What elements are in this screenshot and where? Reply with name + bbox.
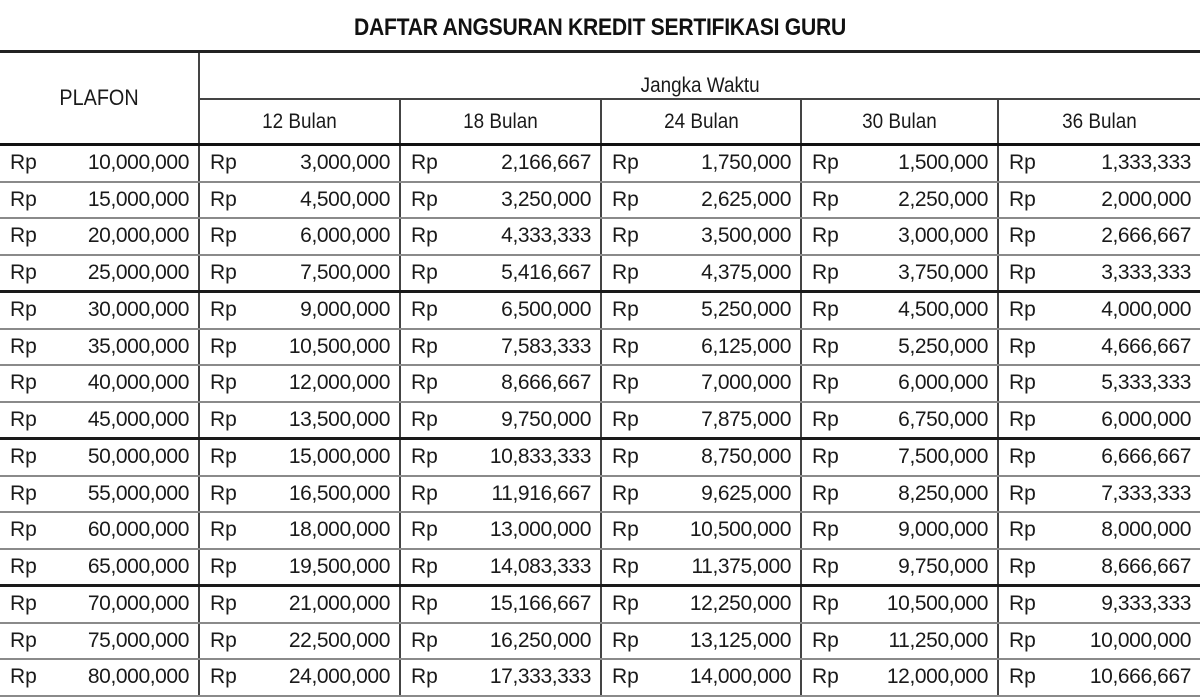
currency-label: Rp [612,298,639,322]
currency-label: Rp [411,592,438,616]
installment-cell [400,586,601,623]
installment-cell [199,182,400,219]
amount-value: 24,000,000 [288,665,390,689]
table-row [0,586,1200,623]
plafon-cell [0,659,199,696]
term-group-header: Jangka Waktu [199,52,1200,100]
currency-label: Rp [1009,628,1036,652]
amount-value: 9,750,000 [898,554,988,578]
plafon-cell [0,402,199,439]
amount-value: 2,000,000 [1101,187,1192,211]
installment-cell [400,402,601,439]
installment-cell [998,623,1200,660]
installment-cell [801,292,998,329]
currency-label: Rp [1009,445,1036,469]
installment-cell [801,659,998,696]
currency-label: Rp [812,187,839,211]
installment-cell [801,255,998,292]
installment-cell [998,218,1200,255]
currency-label: Rp [10,518,37,542]
installment-cell [199,402,400,439]
installment-cell [998,402,1200,439]
installment-cell [199,255,400,292]
table-row [0,329,1200,366]
amount-value: 15,000,000 [87,187,189,211]
currency-label: Rp [612,518,639,542]
installment-cell [601,145,801,182]
currency-label: Rp [411,665,438,689]
installment-cell [998,292,1200,329]
amount-value: 9,333,333 [1101,592,1192,616]
currency-label: Rp [411,554,438,578]
currency-label: Rp [812,334,839,358]
term-header-30: 30 Bulan [801,99,998,145]
plafon-cell [0,549,199,586]
installment-cell [801,549,998,586]
installment-cell [199,512,400,549]
installment-cell [998,255,1200,292]
amount-value: 7,500,000 [300,260,390,284]
currency-label: Rp [210,298,237,322]
plafon-cell [0,218,199,255]
currency-label: Rp [411,260,438,284]
currency-label: Rp [411,481,438,505]
currency-label: Rp [411,298,438,322]
installment-cell [199,218,400,255]
currency-label: Rp [411,407,438,431]
installment-cell [998,476,1200,513]
installment-cell [801,476,998,513]
currency-label: Rp [411,371,438,395]
installment-cell [801,512,998,549]
installment-cell [601,439,801,476]
amount-value: 16,500,000 [288,481,390,505]
currency-label: Rp [210,592,237,616]
plafon-cell [0,292,199,329]
plafon-header: PLAFON [0,52,199,145]
table-row [0,145,1200,182]
installment-cell [400,659,601,696]
amount-value: 75,000,000 [87,628,189,652]
plafon-cell [0,255,199,292]
amount-value: 8,000,000 [1101,518,1192,542]
term-header-36: 36 Bulan [998,99,1200,145]
installment-cell [601,182,801,219]
plafon-cell [0,145,199,182]
currency-label: Rp [210,445,237,469]
currency-label: Rp [812,151,839,175]
plafon-cell [0,586,199,623]
installment-cell [199,329,400,366]
plafon-cell [0,182,199,219]
amount-value: 2,625,000 [701,187,791,211]
amount-value: 6,750,000 [898,407,988,431]
installment-cell [199,365,400,402]
installment-table [0,50,1200,697]
amount-value: 40,000,000 [87,371,189,395]
installment-cell [400,145,601,182]
currency-label: Rp [210,407,237,431]
amount-value: 15,166,667 [489,592,591,616]
currency-label: Rp [812,445,839,469]
amount-value: 6,000,000 [898,371,988,395]
installment-cell [400,218,601,255]
currency-label: Rp [210,224,237,248]
installment-cell [801,402,998,439]
amount-value: 4,500,000 [300,187,390,211]
installment-cell [801,623,998,660]
currency-label: Rp [210,260,237,284]
currency-label: Rp [812,554,839,578]
amount-value: 13,500,000 [288,407,390,431]
amount-value: 9,000,000 [898,518,988,542]
installment-cell [400,512,601,549]
amount-value: 4,333,333 [501,224,591,248]
currency-label: Rp [612,334,639,358]
term-header-24: 24 Bulan [601,99,801,145]
currency-label: Rp [10,298,37,322]
installment-cell [601,255,801,292]
amount-value: 14,083,333 [489,554,591,578]
amount-value: 19,500,000 [288,554,390,578]
installment-cell [801,329,998,366]
installment-cell [998,512,1200,549]
installment-cell [801,218,998,255]
installment-cell [400,255,601,292]
currency-label: Rp [210,628,237,652]
currency-label: Rp [10,592,37,616]
amount-value: 70,000,000 [87,592,189,616]
amount-value: 8,666,667 [501,371,591,395]
currency-label: Rp [10,187,37,211]
currency-label: Rp [612,371,639,395]
table-row [0,512,1200,549]
currency-label: Rp [1009,665,1036,689]
currency-label: Rp [612,665,639,689]
currency-label: Rp [812,298,839,322]
amount-value: 4,666,667 [1101,334,1192,358]
plafon-cell [0,476,199,513]
table-row [0,182,1200,219]
amount-value: 3,000,000 [898,224,988,248]
table-row [0,476,1200,513]
amount-value: 3,000,000 [300,151,390,175]
amount-value: 7,875,000 [701,407,791,431]
installment-cell [998,549,1200,586]
amount-value: 5,250,000 [898,334,988,358]
installment-cell [801,365,998,402]
amount-value: 55,000,000 [87,481,189,505]
amount-value: 3,750,000 [898,260,988,284]
amount-value: 5,416,667 [501,260,591,284]
amount-value: 1,500,000 [898,151,988,175]
table-row [0,255,1200,292]
currency-label: Rp [411,334,438,358]
currency-label: Rp [812,592,839,616]
amount-value: 11,375,000 [691,554,791,578]
installment-cell [400,549,601,586]
amount-value: 3,500,000 [701,224,791,248]
currency-label: Rp [812,518,839,542]
installment-cell [998,659,1200,696]
amount-value: 25,000,000 [87,260,189,284]
currency-label: Rp [411,628,438,652]
currency-label: Rp [10,371,37,395]
amount-value: 3,333,333 [1101,260,1192,284]
table-row [0,218,1200,255]
installment-cell [400,476,601,513]
term-header-18: 18 Bulan [400,99,601,145]
currency-label: Rp [1009,260,1036,284]
currency-label: Rp [612,481,639,505]
amount-value: 80,000,000 [87,665,189,689]
amount-value: 3,250,000 [501,187,591,211]
installment-cell [601,623,801,660]
amount-value: 50,000,000 [87,445,189,469]
amount-value: 18,000,000 [288,518,390,542]
installment-cell [998,586,1200,623]
amount-value: 16,250,000 [489,628,591,652]
table-row [0,659,1200,696]
installment-cell [801,439,998,476]
currency-label: Rp [1009,151,1036,175]
amount-value: 12,000,000 [886,665,988,689]
currency-label: Rp [210,334,237,358]
table-row [0,439,1200,476]
installment-cell [601,549,801,586]
amount-value: 6,000,000 [1101,407,1192,431]
currency-label: Rp [1009,298,1036,322]
amount-value: 8,750,000 [701,445,791,469]
amount-value: 2,250,000 [898,187,988,211]
plafon-cell [0,623,199,660]
amount-value: 9,625,000 [701,481,791,505]
currency-label: Rp [210,554,237,578]
amount-value: 12,250,000 [689,592,791,616]
installment-cell [199,549,400,586]
table-row [0,402,1200,439]
plafon-cell [0,329,199,366]
installment-cell [601,659,801,696]
amount-value: 13,125,000 [689,628,791,652]
amount-value: 21,000,000 [288,592,390,616]
installment-cell [601,476,801,513]
amount-value: 8,666,667 [1101,554,1192,578]
installment-cell [400,623,601,660]
amount-value: 8,250,000 [898,481,988,505]
currency-label: Rp [10,554,37,578]
amount-value: 10,500,000 [689,518,791,542]
installment-cell [601,586,801,623]
table-row [0,549,1200,586]
installment-cell [601,292,801,329]
table-row [0,292,1200,329]
amount-value: 65,000,000 [87,554,189,578]
amount-value: 2,666,667 [1101,224,1192,248]
amount-value: 6,125,000 [701,334,791,358]
amount-value: 10,000,000 [87,151,189,175]
installment-cell [199,476,400,513]
amount-value: 4,500,000 [898,298,988,322]
amount-value: 10,833,333 [489,445,591,469]
plafon-cell [0,512,199,549]
installment-cell [400,329,601,366]
installment-cell [199,586,400,623]
amount-value: 9,000,000 [300,298,390,322]
amount-value: 60,000,000 [87,518,189,542]
currency-label: Rp [10,334,37,358]
amount-value: 11,916,667 [491,481,591,505]
currency-label: Rp [1009,592,1036,616]
amount-value: 10,666,667 [1089,665,1192,689]
term-header-12: 12 Bulan [199,99,400,145]
amount-value: 1,750,000 [701,151,791,175]
installment-cell [601,329,801,366]
amount-value: 35,000,000 [87,334,189,358]
amount-value: 45,000,000 [87,407,189,431]
currency-label: Rp [1009,481,1036,505]
installment-cell [998,365,1200,402]
amount-value: 4,000,000 [1101,298,1192,322]
currency-label: Rp [612,445,639,469]
installment-cell [199,145,400,182]
amount-value: 12,000,000 [288,371,390,395]
amount-value: 7,333,333 [1101,481,1192,505]
currency-label: Rp [1009,371,1036,395]
amount-value: 4,375,000 [701,260,791,284]
plafon-cell [0,365,199,402]
currency-label: Rp [812,260,839,284]
currency-label: Rp [1009,224,1036,248]
currency-label: Rp [812,407,839,431]
table-row [0,623,1200,660]
plafon-cell [0,439,199,476]
amount-value: 6,000,000 [300,224,390,248]
installment-cell [199,623,400,660]
currency-label: Rp [1009,334,1036,358]
installment-cell [199,439,400,476]
currency-label: Rp [612,151,639,175]
amount-value: 15,000,000 [288,445,390,469]
amount-value: 5,333,333 [1101,371,1192,395]
currency-label: Rp [612,407,639,431]
amount-value: 6,666,667 [1101,445,1192,469]
currency-label: Rp [10,224,37,248]
currency-label: Rp [411,518,438,542]
amount-value: 9,750,000 [501,407,591,431]
currency-label: Rp [210,371,237,395]
currency-label: Rp [1009,187,1036,211]
table-row [0,365,1200,402]
amount-value: 11,250,000 [888,628,988,652]
installment-cell [998,439,1200,476]
installment-cell [601,512,801,549]
installment-cell [199,292,400,329]
currency-label: Rp [10,260,37,284]
currency-label: Rp [411,187,438,211]
currency-label: Rp [10,151,37,175]
amount-value: 13,000,000 [489,518,591,542]
currency-label: Rp [210,481,237,505]
currency-label: Rp [10,407,37,431]
installment-cell [601,218,801,255]
amount-value: 7,500,000 [898,445,988,469]
installment-cell [601,402,801,439]
installment-cell [998,329,1200,366]
amount-value: 22,500,000 [288,628,390,652]
installment-cell [998,145,1200,182]
amount-value: 10,000,000 [1089,628,1192,652]
amount-value: 17,333,333 [489,665,591,689]
currency-label: Rp [612,187,639,211]
amount-value: 14,000,000 [689,665,791,689]
amount-value: 7,583,333 [501,334,591,358]
installment-cell [801,182,998,219]
document-title: DAFTAR ANGSURAN KREDIT SERTIFIKASI GURU [354,14,846,41]
currency-label: Rp [210,151,237,175]
currency-label: Rp [612,260,639,284]
currency-label: Rp [812,628,839,652]
installment-cell [199,659,400,696]
installment-cell [801,145,998,182]
installment-cell [801,586,998,623]
installment-cell [400,439,601,476]
currency-label: Rp [812,224,839,248]
amount-value: 10,500,000 [288,334,390,358]
installment-cell [400,292,601,329]
currency-label: Rp [210,518,237,542]
currency-label: Rp [1009,407,1036,431]
amount-value: 10,500,000 [886,592,988,616]
currency-label: Rp [10,481,37,505]
installment-cell [400,365,601,402]
currency-label: Rp [210,187,237,211]
amount-value: 6,500,000 [501,298,591,322]
amount-value: 1,333,333 [1101,151,1192,175]
amount-value: 5,250,000 [701,298,791,322]
amount-value: 7,000,000 [701,371,791,395]
currency-label: Rp [812,481,839,505]
currency-label: Rp [10,665,37,689]
installment-cell [400,182,601,219]
currency-label: Rp [612,592,639,616]
amount-value: 30,000,000 [87,298,189,322]
currency-label: Rp [411,224,438,248]
installment-cell [998,182,1200,219]
currency-label: Rp [612,628,639,652]
currency-label: Rp [411,151,438,175]
currency-label: Rp [10,445,37,469]
currency-label: Rp [411,445,438,469]
currency-label: Rp [812,371,839,395]
currency-label: Rp [812,665,839,689]
currency-label: Rp [10,628,37,652]
currency-label: Rp [210,665,237,689]
currency-label: Rp [612,554,639,578]
amount-value: 2,166,667 [501,151,591,175]
currency-label: Rp [1009,554,1036,578]
amount-value: 20,000,000 [87,224,189,248]
installment-cell [601,365,801,402]
currency-label: Rp [612,224,639,248]
currency-label: Rp [1009,518,1036,542]
